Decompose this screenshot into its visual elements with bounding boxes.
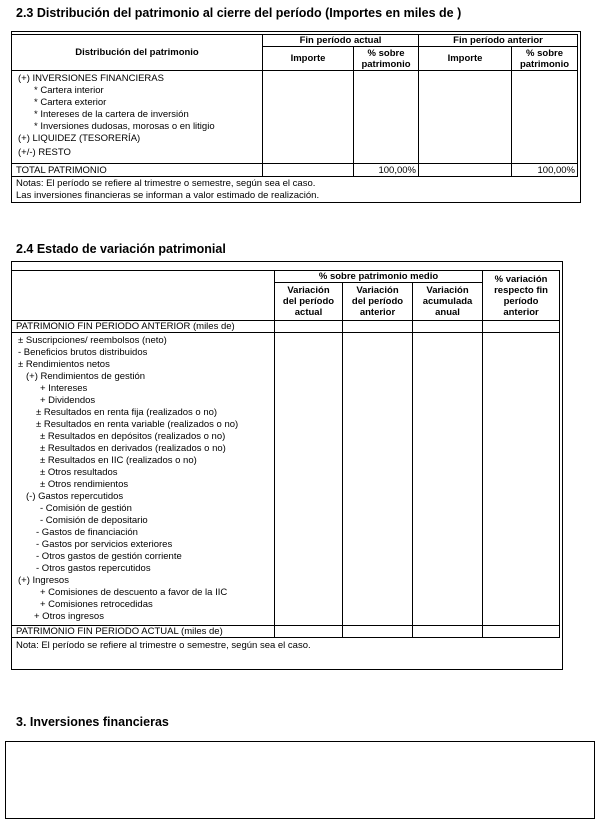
- row-intereses-cartera: * Intereses de la cartera de inversión: [34, 109, 189, 120]
- cell-fin-4: [483, 626, 560, 638]
- col-pct-anterior: % sobre patrimonio: [512, 47, 578, 71]
- cell-pct-actual: [354, 71, 419, 164]
- col-variacion-fin-anterior: % variación respecto fin período anterior: [483, 271, 560, 321]
- row-comisiones-retrocedidas: + Comisiones retrocedidas: [40, 599, 153, 610]
- row-resto: (+/-) RESTO: [18, 147, 71, 158]
- col-importe-actual: Importe: [263, 47, 354, 71]
- row-inversiones-financieras: (+) INVERSIONES FINANCIERAS: [18, 73, 164, 84]
- cell-fin-2: [343, 626, 413, 638]
- cell-body-2: [343, 333, 413, 626]
- distribution-rows: [12, 71, 263, 164]
- cell-inicio-1: [275, 321, 343, 333]
- row-patrimonio-inicio: PATRIMONIO FIN PERIODO ANTERIOR (miles de): [12, 321, 275, 333]
- col-variacion-acumulada: Variación acumulada anual: [413, 283, 483, 321]
- cell-fin-1: [275, 626, 343, 638]
- row-depositos: ± Resultados en depósitos (realizados o no): [40, 431, 226, 442]
- cell-inicio-2: [343, 321, 413, 333]
- row-renta-fija: ± Resultados en renta fija (realizados o no): [36, 407, 218, 418]
- total-pct-actual: 100,00%: [354, 164, 419, 177]
- cell-inicio-3: [413, 321, 483, 333]
- row-gastos-financiacion: - Gastos de financiación: [36, 527, 138, 538]
- row-inversiones-dudosas: * Inversiones dudosas, morosas o en litigio: [34, 121, 215, 132]
- section-2-3-title: 2.3 Distribución del patrimonio al cierre del período (Importes en miles de ): [16, 6, 462, 20]
- row-intereses: + Intereses: [40, 383, 88, 394]
- group-pct-patrimonio-medio: % sobre patrimonio medio: [275, 271, 483, 283]
- col-importe-anterior: Importe: [419, 47, 512, 71]
- patrimonio-distribution-table: [11, 34, 578, 177]
- section-3-title: 3. Inversiones financieras: [16, 715, 169, 729]
- row-otros-rendimientos: ± Otros rendimientos: [40, 479, 129, 490]
- col-variacion-anterior: Variación del período anterior: [343, 283, 413, 321]
- row-patrimonio-fin: PATRIMONIO FIN PERIODO ACTUAL (miles de): [12, 626, 275, 638]
- row-otros-ingresos: + Otros ingresos: [34, 611, 104, 622]
- section-2-3-note-2: Las inversiones financieras se informan a valor estimado de realización.: [16, 190, 320, 201]
- group-fin-actual: Fin período actual: [263, 35, 419, 47]
- cell-body-1: [275, 333, 343, 626]
- variacion-rows: [12, 333, 275, 626]
- row-comisiones-descuento: + Comisiones de descuento a favor de la IIC: [40, 587, 228, 598]
- total-importe-actual: [263, 164, 354, 177]
- cell-fin-3: [413, 626, 483, 638]
- row-rendimientos-netos: ± Rendimientos netos: [18, 359, 110, 370]
- row-suscripciones: ± Suscripciones/ reembolsos (neto): [18, 335, 167, 346]
- section-2-3-note-1: Notas: El período se refiere al trimestre o semestre, según sea el caso.: [16, 178, 316, 189]
- variacion-patrimonial-table: [11, 270, 560, 638]
- row-renta-variable: ± Resultados en renta variable (realizados o no): [36, 419, 239, 430]
- section-2-4-note: Nota: El período se refiere al trimestre o semestre, según sea el caso.: [16, 640, 311, 651]
- row-gastos-servicios: - Gastos por servicios exteriores: [36, 539, 173, 550]
- cell-body-3: [413, 333, 483, 626]
- section-2-4-title: 2.4 Estado de variación patrimonial: [16, 242, 226, 256]
- row-comision-depositario: - Comisión de depositario: [40, 515, 148, 526]
- section-3-box: [5, 741, 595, 819]
- row-cartera-exterior: * Cartera exterior: [34, 97, 107, 108]
- row-otros-gastos-gestion: - Otros gastos de gestión corriente: [36, 551, 182, 562]
- cell-importe-anterior: [419, 71, 512, 164]
- row-ingresos: (+) Ingresos: [18, 575, 69, 586]
- header-blank: [12, 271, 275, 321]
- total-patrimonio-label: TOTAL PATRIMONIO: [12, 164, 263, 177]
- total-pct-anterior: 100,00%: [512, 164, 578, 177]
- row-otros-gastos-repercutidos: - Otros gastos repercutidos: [36, 563, 151, 574]
- cell-inicio-4: [483, 321, 560, 333]
- col-pct-actual: % sobre patrimonio: [354, 47, 419, 71]
- cell-importe-actual: [263, 71, 354, 164]
- cell-body-4: [483, 333, 560, 626]
- group-fin-anterior: Fin período anterior: [419, 35, 578, 47]
- row-rendimientos-gestion: (+) Rendimientos de gestión: [26, 371, 146, 382]
- row-liquidez: (+) LIQUIDEZ (TESORERÍA): [18, 133, 141, 144]
- row-iic: ± Resultados en IIC (realizados o no): [40, 455, 197, 466]
- col-distribucion: Distribución del patrimonio: [12, 35, 263, 71]
- row-comision-gestion: - Comisión de gestión: [40, 503, 132, 514]
- row-otros-resultados: ± Otros resultados: [40, 467, 118, 478]
- col-variacion-actual: Variación del período actual: [275, 283, 343, 321]
- row-derivados: ± Resultados en derivados (realizados o no): [40, 443, 226, 454]
- row-dividendos: + Dividendos: [40, 395, 96, 406]
- row-gastos-repercutidos: (-) Gastos repercutidos: [26, 491, 124, 502]
- row-cartera-interior: * Cartera interior: [34, 85, 104, 96]
- cell-pct-anterior: [512, 71, 578, 164]
- total-importe-anterior: [419, 164, 512, 177]
- row-beneficios-distribuidos: - Beneficios brutos distribuidos: [18, 347, 148, 358]
